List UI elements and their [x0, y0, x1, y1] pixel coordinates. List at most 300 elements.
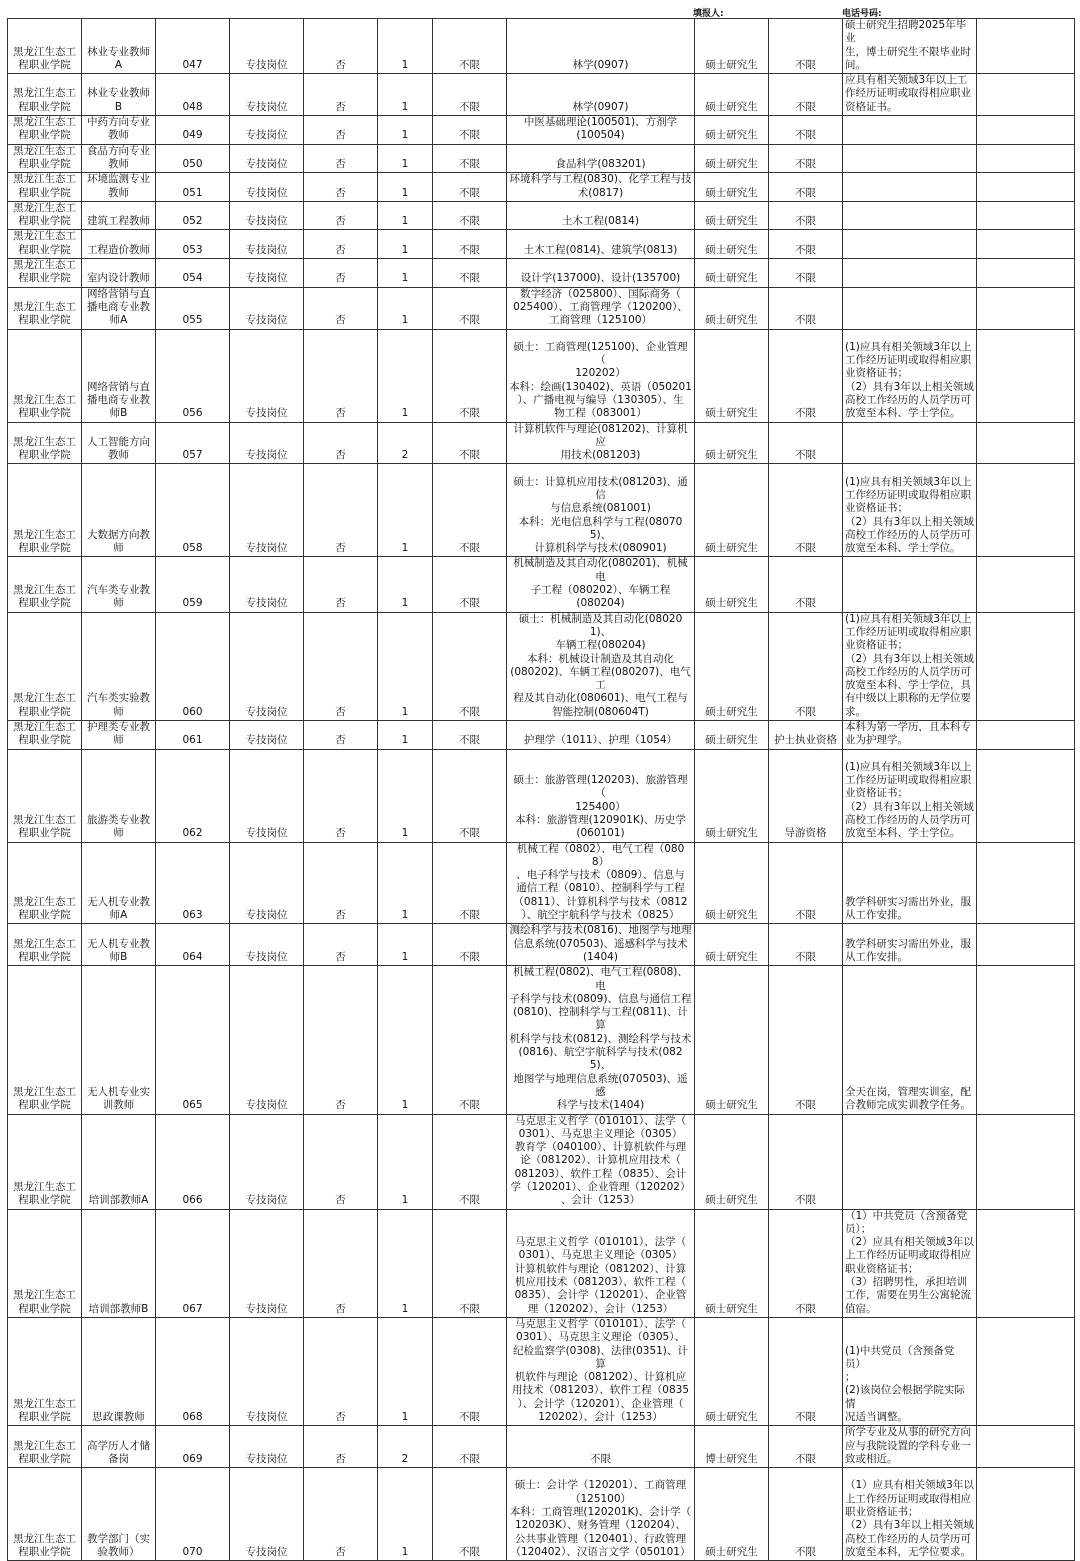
extra-cell — [977, 422, 1075, 464]
requirement-cell: 硕士研究生招聘2025年毕业 生，博士研究生不限毕业时 间。 — [843, 19, 977, 74]
unit-cell: 黑龙江生态工 程职业学院 — [8, 144, 82, 173]
extra-cell — [977, 557, 1075, 612]
requirement-cell: 所学专业及从事的研究方向 应与我院设置的学科专业一 致或相近。 — [843, 1426, 977, 1468]
extra-cell — [977, 924, 1075, 966]
count-cell: 1 — [378, 230, 433, 259]
table-row — [8, 201, 1075, 230]
age-cell: 不限 — [433, 144, 507, 173]
unit-cell: 黑龙江生态工 程职业学院 — [8, 966, 82, 1114]
type-cell: 专技岗位 — [230, 842, 304, 924]
code-cell: 053 — [156, 230, 230, 259]
degree-cell: 硕士研究生 — [695, 924, 769, 966]
unit-cell: 黑龙江生态工 程职业学院 — [8, 329, 82, 422]
post-cell: 汽车类实验教 师 — [82, 612, 156, 720]
degree-cell: 硕士研究生 — [695, 19, 769, 74]
cert-cell: 不限 — [769, 1317, 843, 1425]
requirement-cell: 本科为第一学历，且本科专 业为护理学。 — [843, 720, 977, 749]
extra-cell — [977, 116, 1075, 145]
flag-cell: 否 — [304, 230, 378, 259]
post-cell: 人工智能方向 教师 — [82, 422, 156, 464]
cert-cell: 不限 — [769, 74, 843, 116]
post-cell: 汽车类专业教 师 — [82, 557, 156, 612]
code-cell: 060 — [156, 612, 230, 720]
table-row — [8, 422, 1075, 464]
cert-cell: 不限 — [769, 1426, 843, 1468]
degree-cell: 硕士研究生 — [695, 259, 769, 288]
code-cell: 052 — [156, 201, 230, 230]
cert-cell: 不限 — [769, 464, 843, 557]
code-cell: 055 — [156, 287, 230, 329]
degree-cell: 硕士研究生 — [695, 116, 769, 145]
requirement-cell — [843, 144, 977, 173]
age-cell: 不限 — [433, 230, 507, 259]
degree-cell: 硕士研究生 — [695, 749, 769, 842]
major-cell: 计算机软件与理论(081202)、计算机应 用技术(081203) — [507, 422, 695, 464]
cert-cell: 不限 — [769, 612, 843, 720]
major-cell: 测绘科学与技术(0816)、地图学与地理 信息系统(070503)、遥感科学与技术 (1404) — [507, 924, 695, 966]
unit-cell: 黑龙江生态工 程职业学院 — [8, 74, 82, 116]
cert-cell: 不限 — [769, 144, 843, 173]
unit-cell: 黑龙江生态工 程职业学院 — [8, 924, 82, 966]
type-cell: 专技岗位 — [230, 1468, 304, 1561]
age-cell: 不限 — [433, 720, 507, 749]
age-cell: 不限 — [433, 1426, 507, 1468]
type-cell: 专技岗位 — [230, 230, 304, 259]
unit-cell: 黑龙江生态工 程职业学院 — [8, 1209, 82, 1317]
flag-cell: 否 — [304, 464, 378, 557]
flag-cell: 否 — [304, 924, 378, 966]
post-cell: 网络营销与直 播电商专业教 师A — [82, 287, 156, 329]
code-cell: 066 — [156, 1114, 230, 1209]
age-cell: 不限 — [433, 966, 507, 1114]
code-cell: 065 — [156, 966, 230, 1114]
recruitment-table — [7, 18, 1075, 1561]
age-cell: 不限 — [433, 116, 507, 145]
code-cell: 064 — [156, 924, 230, 966]
age-cell: 不限 — [433, 924, 507, 966]
count-cell: 1 — [378, 287, 433, 329]
age-cell: 不限 — [433, 1209, 507, 1317]
type-cell: 专技岗位 — [230, 329, 304, 422]
extra-cell — [977, 612, 1075, 720]
cert-cell: 不限 — [769, 966, 843, 1114]
code-cell: 048 — [156, 74, 230, 116]
post-cell: 培训部教师B — [82, 1209, 156, 1317]
unit-cell: 黑龙江生态工 程职业学院 — [8, 259, 82, 288]
table-row — [8, 1317, 1075, 1425]
code-cell: 069 — [156, 1426, 230, 1468]
post-cell: 旅游类专业教 师 — [82, 749, 156, 842]
flag-cell: 否 — [304, 19, 378, 74]
code-cell: 067 — [156, 1209, 230, 1317]
age-cell: 不限 — [433, 173, 507, 202]
unit-cell: 黑龙江生态工 程职业学院 — [8, 557, 82, 612]
requirement-cell — [843, 173, 977, 202]
cert-cell: 不限 — [769, 1209, 843, 1317]
cert-cell: 不限 — [769, 259, 843, 288]
phone-label: 电话号码: — [842, 9, 882, 19]
cert-cell: 不限 — [769, 201, 843, 230]
extra-cell — [977, 173, 1075, 202]
degree-cell: 硕士研究生 — [695, 230, 769, 259]
cert-cell: 不限 — [769, 422, 843, 464]
table-row — [8, 144, 1075, 173]
code-cell: 057 — [156, 422, 230, 464]
unit-cell: 黑龙江生态工 程职业学院 — [8, 422, 82, 464]
age-cell: 不限 — [433, 19, 507, 74]
major-cell: 土木工程(0814)、建筑学(0813) — [507, 230, 695, 259]
flag-cell: 否 — [304, 749, 378, 842]
extra-cell — [977, 842, 1075, 924]
major-cell: 马克思主义哲学（010101）、法学（ 0301）、马克思主义理论（0305） 计算机软件与理论（081202）、计算 机应用技术（081203）、软件工程（ 0835）、会计学（120201）、企业管 理（120202）、会计（1253） — [507, 1209, 695, 1317]
type-cell: 专技岗位 — [230, 1114, 304, 1209]
extra-cell — [977, 464, 1075, 557]
cert-cell: 不限 — [769, 116, 843, 145]
cert-cell: 不限 — [769, 173, 843, 202]
count-cell: 1 — [378, 173, 433, 202]
type-cell: 专技岗位 — [230, 612, 304, 720]
major-cell: 马克思主义哲学（010101）、法学（ 0301）、马克思主义理论（0305）、 纪检监察学(0308)、法律(0351)、计算 机软件与理论（081202）、计算机应 用技术（081203）、软件工程（0835 ）、会计学（120201）、企业管理（ 120202）、会计（1253） — [507, 1317, 695, 1425]
count-cell: 1 — [378, 966, 433, 1114]
extra-cell — [977, 1468, 1075, 1561]
extra-cell — [977, 74, 1075, 116]
extra-cell — [977, 720, 1075, 749]
code-cell: 049 — [156, 116, 230, 145]
post-cell: 林业专业教师A — [82, 19, 156, 74]
extra-cell — [977, 1317, 1075, 1425]
requirement-cell — [843, 1114, 977, 1209]
post-cell: 网络营销与直 播电商专业教 师B — [82, 329, 156, 422]
code-cell: 070 — [156, 1468, 230, 1561]
type-cell: 专技岗位 — [230, 749, 304, 842]
count-cell: 1 — [378, 74, 433, 116]
cert-cell: 不限 — [769, 230, 843, 259]
cert-cell: 不限 — [769, 1114, 843, 1209]
degree-cell: 硕士研究生 — [695, 1209, 769, 1317]
degree-cell: 硕士研究生 — [695, 74, 769, 116]
table-row — [8, 1114, 1075, 1209]
major-cell: 硕士：机械制造及其自动化(080201)、 车辆工程(080204) 本科：机械设计制造及其自动化 (080202)、车辆工程(080207)、电气工 程及其自动化(080601)、电气工程与 智能控制(080604T) — [507, 612, 695, 720]
age-cell: 不限 — [433, 612, 507, 720]
count-cell: 1 — [378, 1317, 433, 1425]
major-cell: 机械工程(0802)、电气工程(0808)、电 子科学与技术(0809)、信息与通信工程 (0810)、控制科学与工程(0811)、计算 机科学与技术(0812)、测绘科学与技术 (0816)、航空宇航科学与技术(0825)、 地图学与地理信息系统(070503)、遥感 科学与技术(1404) — [507, 966, 695, 1114]
cert-cell: 不限 — [769, 842, 843, 924]
unit-cell: 黑龙江生态工 程职业学院 — [8, 464, 82, 557]
type-cell: 专技岗位 — [230, 720, 304, 749]
requirement-cell: (1)应具有相关领域3年以上 工作经历证明或取得相应职 业资格证书； （2）具有3年以上相关领域 高校工作经历的人员学历可 放宽至本科、学士学位。 — [843, 749, 977, 842]
major-cell: 中医基础理论(100501)、方剂学 (100504) — [507, 116, 695, 145]
table-row — [8, 259, 1075, 288]
cert-cell: 导游资格 — [769, 749, 843, 842]
flag-cell: 否 — [304, 287, 378, 329]
cert-cell: 不限 — [769, 924, 843, 966]
flag-cell: 否 — [304, 422, 378, 464]
unit-cell: 黑龙江生态工 程职业学院 — [8, 1426, 82, 1468]
table-row — [8, 924, 1075, 966]
table-row — [8, 1426, 1075, 1468]
degree-cell: 硕士研究生 — [695, 612, 769, 720]
major-cell: 硕士：计算机应用技术(081203)、通信 与信息系统(081001) 本科：光电信息科学与工程(080705)、 计算机科学与技术(080901) — [507, 464, 695, 557]
code-cell: 062 — [156, 749, 230, 842]
unit-cell: 黑龙江生态工 程职业学院 — [8, 19, 82, 74]
table-row — [8, 557, 1075, 612]
age-cell: 不限 — [433, 422, 507, 464]
table-body — [8, 19, 1075, 1561]
post-cell: 建筑工程教师 — [82, 201, 156, 230]
flag-cell: 否 — [304, 116, 378, 145]
cert-cell: 不限 — [769, 19, 843, 74]
unit-cell: 黑龙江生态工 程职业学院 — [8, 749, 82, 842]
unit-cell: 黑龙江生态工 程职业学院 — [8, 1114, 82, 1209]
requirement-cell: 应具有相关领域3年以上工 作经历证明或取得相应职业 资格证书。 — [843, 74, 977, 116]
extra-cell — [977, 1114, 1075, 1209]
top-header — [0, 0, 1080, 20]
degree-cell: 硕士研究生 — [695, 1468, 769, 1561]
table-row — [8, 464, 1075, 557]
major-cell: 土木工程(0814) — [507, 201, 695, 230]
age-cell: 不限 — [433, 749, 507, 842]
post-cell: 工程造价教师 — [82, 230, 156, 259]
unit-cell: 黑龙江生态工 程职业学院 — [8, 287, 82, 329]
count-cell: 1 — [378, 720, 433, 749]
requirement-cell: （1）应具有相关领域3年以 上工作经历证明或取得相应 职业资格证书； （2）具有3年以上相关领域 高校工作经历的人员学历可 放宽至本科，无学位要求。 — [843, 1468, 977, 1561]
degree-cell: 硕士研究生 — [695, 464, 769, 557]
code-cell: 063 — [156, 842, 230, 924]
extra-cell — [977, 329, 1075, 422]
cert-cell: 不限 — [769, 557, 843, 612]
table-row — [8, 1209, 1075, 1317]
post-cell: 无人机专业教 师A — [82, 842, 156, 924]
post-cell: 教学部门（实 验教师） — [82, 1468, 156, 1561]
code-cell: 050 — [156, 144, 230, 173]
age-cell: 不限 — [433, 557, 507, 612]
major-cell: 设计学(137000)、设计(135700) — [507, 259, 695, 288]
requirement-cell — [843, 201, 977, 230]
cert-cell: 不限 — [769, 1468, 843, 1561]
major-cell: 硕士：工商管理(125100)、企业管理（ 120202） 本科：绘画(130402)、英语（050201 ）、广播电视与编导（130305）、生 物工程（083001） — [507, 329, 695, 422]
table-row — [8, 749, 1075, 842]
type-cell: 专技岗位 — [230, 201, 304, 230]
count-cell: 1 — [378, 1209, 433, 1317]
flag-cell: 否 — [304, 1468, 378, 1561]
table-row — [8, 720, 1075, 749]
code-cell: 051 — [156, 173, 230, 202]
requirement-cell: （1）中共党员（含预备党 员）； （2）应具有相关领域3年以 上工作经历证明或取得相应 职业资格证书； （3）招聘男性，承担培训 工作，需要在男生公寓轮流 值宿。 — [843, 1209, 977, 1317]
type-cell: 专技岗位 — [230, 74, 304, 116]
type-cell: 专技岗位 — [230, 19, 304, 74]
extra-cell — [977, 230, 1075, 259]
count-cell: 1 — [378, 749, 433, 842]
table-row — [8, 966, 1075, 1114]
flag-cell: 否 — [304, 259, 378, 288]
extra-cell — [977, 749, 1075, 842]
table-row — [8, 287, 1075, 329]
requirement-cell — [843, 230, 977, 259]
degree-cell: 硕士研究生 — [695, 287, 769, 329]
flag-cell: 否 — [304, 842, 378, 924]
type-cell: 专技岗位 — [230, 1426, 304, 1468]
extra-cell — [977, 259, 1075, 288]
degree-cell: 硕士研究生 — [695, 201, 769, 230]
type-cell: 专技岗位 — [230, 173, 304, 202]
degree-cell: 硕士研究生 — [695, 329, 769, 422]
age-cell: 不限 — [433, 329, 507, 422]
code-cell: 056 — [156, 329, 230, 422]
major-cell: 食品科学(083201) — [507, 144, 695, 173]
count-cell: 1 — [378, 116, 433, 145]
unit-cell: 黑龙江生态工 程职业学院 — [8, 201, 82, 230]
unit-cell: 黑龙江生态工 程职业学院 — [8, 173, 82, 202]
count-cell: 2 — [378, 1426, 433, 1468]
flag-cell: 否 — [304, 720, 378, 749]
requirement-cell: 教学科研实习需出外业，服 从工作安排。 — [843, 924, 977, 966]
table-row — [8, 116, 1075, 145]
degree-cell: 硕士研究生 — [695, 144, 769, 173]
requirement-cell — [843, 557, 977, 612]
flag-cell: 否 — [304, 1114, 378, 1209]
type-cell: 专技岗位 — [230, 924, 304, 966]
count-cell: 1 — [378, 557, 433, 612]
post-cell: 中药方向专业 教师 — [82, 116, 156, 145]
type-cell: 专技岗位 — [230, 1209, 304, 1317]
count-cell: 1 — [378, 1468, 433, 1561]
code-cell: 068 — [156, 1317, 230, 1425]
cert-cell: 不限 — [769, 329, 843, 422]
requirement-cell: (1)应具有相关领域3年以上 工作经历证明或取得相应职 业资格证书； （2）具有3年以上相关领域 高校工作经历的人员学历可 放宽至本科、学士学位。 — [843, 329, 977, 422]
count-cell: 1 — [378, 19, 433, 74]
unit-cell: 黑龙江生态工 程职业学院 — [8, 612, 82, 720]
degree-cell: 硕士研究生 — [695, 422, 769, 464]
type-cell: 专技岗位 — [230, 116, 304, 145]
post-cell: 思政课教师 — [82, 1317, 156, 1425]
extra-cell — [977, 201, 1075, 230]
filler-label: 填报人: — [693, 9, 724, 19]
count-cell: 1 — [378, 329, 433, 422]
degree-cell: 硕士研究生 — [695, 557, 769, 612]
flag-cell: 否 — [304, 144, 378, 173]
flag-cell: 否 — [304, 173, 378, 202]
post-cell: 大数据方向教 师 — [82, 464, 156, 557]
post-cell: 培训部教师A — [82, 1114, 156, 1209]
unit-cell: 黑龙江生态工 程职业学院 — [8, 1468, 82, 1561]
degree-cell: 硕士研究生 — [695, 1114, 769, 1209]
flag-cell: 否 — [304, 201, 378, 230]
count-cell: 1 — [378, 144, 433, 173]
age-cell: 不限 — [433, 259, 507, 288]
count-cell: 1 — [378, 464, 433, 557]
flag-cell: 否 — [304, 1317, 378, 1425]
flag-cell: 否 — [304, 612, 378, 720]
table-row — [8, 19, 1075, 74]
major-cell: 数字经济（025800）、国际商务（ 025400）、工商管理学（120200）、 工商管理（125100） — [507, 287, 695, 329]
age-cell: 不限 — [433, 1114, 507, 1209]
code-cell: 059 — [156, 557, 230, 612]
extra-cell — [977, 19, 1075, 74]
major-cell: 硕士：旅游管理(120203)、旅游管理（ 125400） 本科：旅游管理(120901K)、历史学 (060101) — [507, 749, 695, 842]
type-cell: 专技岗位 — [230, 259, 304, 288]
count-cell: 1 — [378, 1114, 433, 1209]
post-cell: 林业专业教师B — [82, 74, 156, 116]
cert-cell: 不限 — [769, 287, 843, 329]
post-cell: 室内设计教师 — [82, 259, 156, 288]
extra-cell — [977, 287, 1075, 329]
table-row — [8, 612, 1075, 720]
type-cell: 专技岗位 — [230, 557, 304, 612]
major-cell: 护理学（1011）、护理（1054） — [507, 720, 695, 749]
code-cell: 047 — [156, 19, 230, 74]
degree-cell: 硕士研究生 — [695, 1317, 769, 1425]
type-cell: 专技岗位 — [230, 422, 304, 464]
age-cell: 不限 — [433, 464, 507, 557]
post-cell: 食品方向专业 教师 — [82, 144, 156, 173]
requirement-cell: 全天在岗，管理实训室，配 合教师完成实训教学任务。 — [843, 966, 977, 1114]
count-cell: 1 — [378, 259, 433, 288]
requirement-cell — [843, 422, 977, 464]
age-cell: 不限 — [433, 287, 507, 329]
degree-cell: 硕士研究生 — [695, 842, 769, 924]
major-cell: 机械制造及其自动化(080201)、机械电 子工程（080202）、车辆工程 (080204) — [507, 557, 695, 612]
major-cell: 不限 — [507, 1426, 695, 1468]
requirement-cell — [843, 287, 977, 329]
code-cell: 058 — [156, 464, 230, 557]
extra-cell — [977, 966, 1075, 1114]
requirement-cell — [843, 116, 977, 145]
code-cell: 054 — [156, 259, 230, 288]
table-row — [8, 842, 1075, 924]
degree-cell: 博士研究生 — [695, 1426, 769, 1468]
degree-cell: 硕士研究生 — [695, 966, 769, 1114]
requirement-cell: (1)中共党员（含预备党员） ； (2)该岗位会根据学院实际情 况适当调整。 — [843, 1317, 977, 1425]
table-row — [8, 230, 1075, 259]
requirement-cell: (1)应具有相关领域3年以上 工作经历证明或取得相应职 业资格证书； （2）具有3年以上相关领域 高校工作经历的人员学历可 放宽至本科、学士学位。 — [843, 464, 977, 557]
count-cell: 1 — [378, 924, 433, 966]
age-cell: 不限 — [433, 201, 507, 230]
count-cell: 1 — [378, 612, 433, 720]
type-cell: 专技岗位 — [230, 464, 304, 557]
flag-cell: 否 — [304, 1209, 378, 1317]
post-cell: 护理类专业教 师 — [82, 720, 156, 749]
unit-cell: 黑龙江生态工 程职业学院 — [8, 842, 82, 924]
type-cell: 专技岗位 — [230, 144, 304, 173]
post-cell: 无人机专业实 训教师 — [82, 966, 156, 1114]
extra-cell — [977, 144, 1075, 173]
degree-cell: 硕士研究生 — [695, 720, 769, 749]
count-cell: 2 — [378, 422, 433, 464]
unit-cell: 黑龙江生态工 程职业学院 — [8, 1317, 82, 1425]
type-cell: 专技岗位 — [230, 966, 304, 1114]
age-cell: 不限 — [433, 1317, 507, 1425]
table-row — [8, 1468, 1075, 1561]
flag-cell: 否 — [304, 1426, 378, 1468]
age-cell: 不限 — [433, 74, 507, 116]
major-cell: 机械工程（0802）、电气工程（0808） 、电子科学与技术（0809）、信息与 通信工程（0810）、控制科学与工程 （0811）、计算机科学与技术（0812 ）、航空宇航科学与技术（0825） — [507, 842, 695, 924]
age-cell: 不限 — [433, 842, 507, 924]
post-cell: 高学历人才储 备岗 — [82, 1426, 156, 1468]
age-cell: 不限 — [433, 1468, 507, 1561]
major-cell: 马克思主义哲学（010101）、法学（ 0301）、马克思主义理论（0305） 教育学（040100）、计算机软件与理 论（081202）、计算机应用技术（ 081203）、软件工程（0835）、会计 学（120201）、企业管理（120202） 、会计（1253） — [507, 1114, 695, 1209]
cert-cell: 护士执业资格 — [769, 720, 843, 749]
major-cell: 林学(0907) — [507, 19, 695, 74]
requirement-cell — [843, 259, 977, 288]
count-cell: 1 — [378, 842, 433, 924]
extra-cell — [977, 1209, 1075, 1317]
table-row — [8, 74, 1075, 116]
table-row — [8, 329, 1075, 422]
major-cell: 林学(0907) — [507, 74, 695, 116]
flag-cell: 否 — [304, 557, 378, 612]
count-cell: 1 — [378, 201, 433, 230]
degree-cell: 硕士研究生 — [695, 173, 769, 202]
